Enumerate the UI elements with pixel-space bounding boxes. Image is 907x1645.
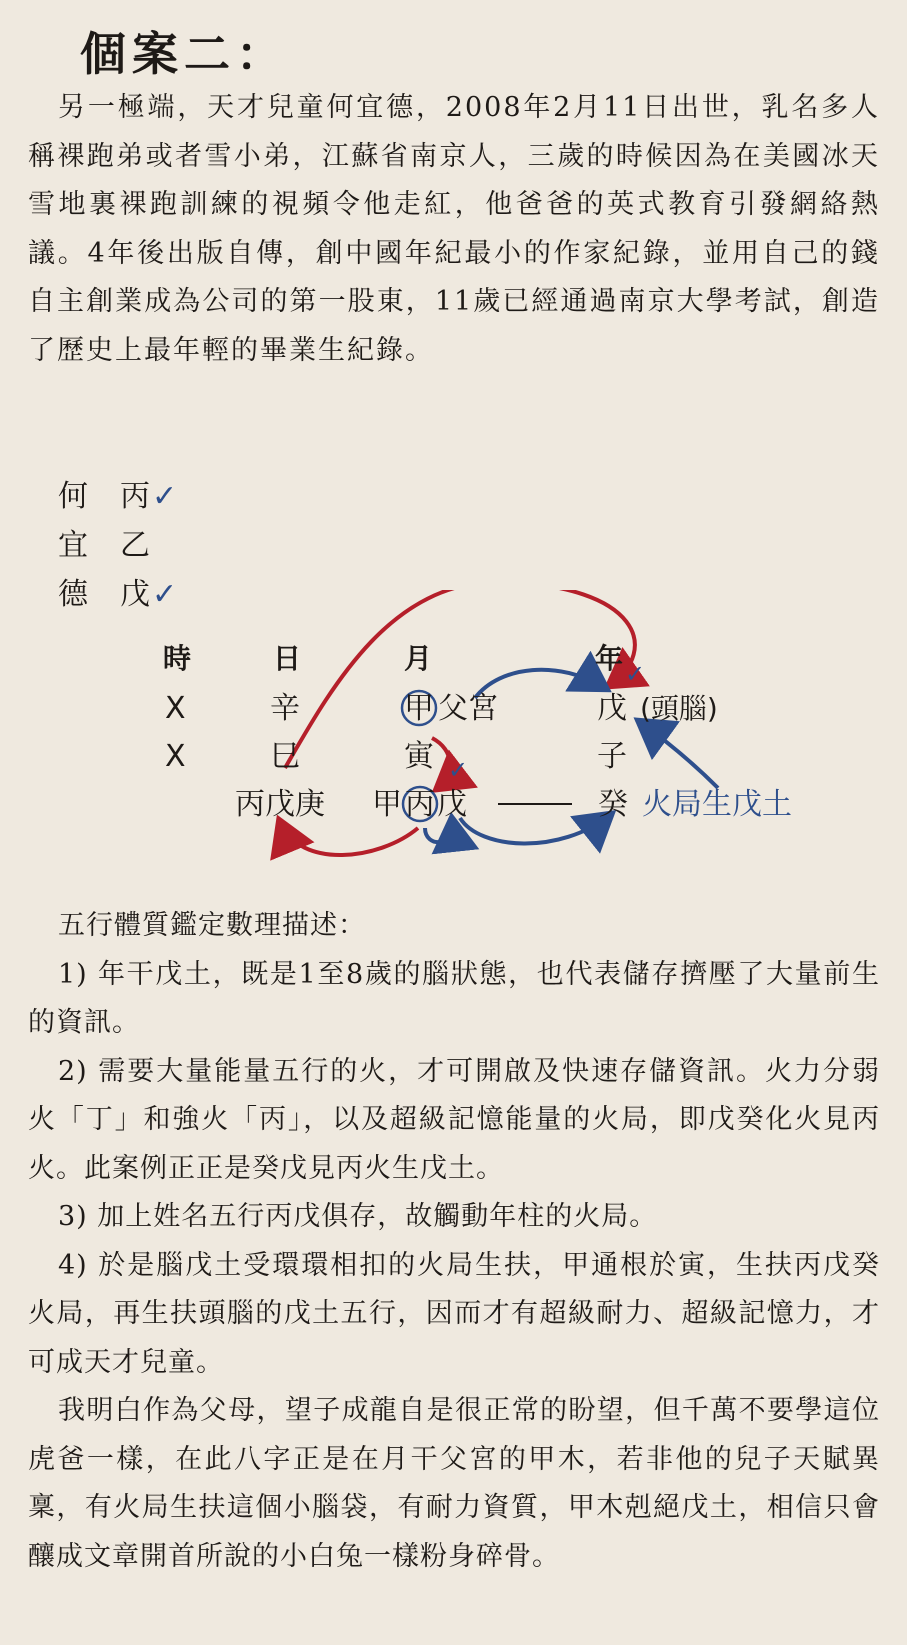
name-element: 乙 xyxy=(120,528,150,563)
cell: 戊 xyxy=(597,691,627,726)
cell: 甲 xyxy=(404,691,434,726)
cell: 戊 xyxy=(437,787,467,822)
name-char: 何 xyxy=(58,479,88,514)
header-day: 日 xyxy=(273,642,302,675)
cell: 癸 xyxy=(598,787,628,822)
blue-arrow-fire-to-wu xyxy=(640,722,718,788)
cell-father-palace: 父宮 xyxy=(438,691,498,726)
red-arc-fire-to-year xyxy=(285,590,635,768)
check-icon: ✓ xyxy=(448,756,469,784)
name-element: 戊✓ xyxy=(120,577,178,612)
name-element: 丙✓ xyxy=(120,479,178,514)
point-item: 2) 需要大量能量五行的火，才可開啟及快速存儲資訊。火力分弱火「丁」和強火「丙」，以及超級記憶能量的火局，即戊癸化火見丙火。此案例正正是癸戊見丙火生戊土。 xyxy=(28,1055,880,1184)
bazi-diagram xyxy=(0,590,907,890)
point-item: 1) 年干戊土，既是1至8歲的腦狀態，也代表儲存擠壓了大量前生的資訊。 xyxy=(28,958,880,1038)
intro-paragraph: 另一極端，天才兒童何宜德，2008年2月11日出世，乳名多人稱裸跑弟或者雪小弟，江蘇省南京人，三歲的時候因為在美國冰天雪地裏裸跑訓練的視頻令他走紅，他爸爸的英式教育引發網絡熱議。4年後出版自傳，創中國年紀最小的作家紀錄，並用自己的錢自主創業成為公司的第一股東，11歲已經通過南京大學考試，創造了歷史上最年輕的畢業生紀錄。 xyxy=(28,92,880,366)
check-icon: ✓ xyxy=(152,577,178,612)
check-icon: ✓ xyxy=(152,479,178,514)
analysis-section xyxy=(28,902,880,1581)
cell: 寅 xyxy=(404,739,434,774)
check-icon: ✓ xyxy=(625,660,646,688)
section-heading: 五行體質鑑定數理描述： xyxy=(58,910,366,941)
cell: 子 xyxy=(597,739,627,774)
blue-loop xyxy=(425,820,452,842)
point-item: 4) 於是腦戊土受環環相扣的火局生扶，甲通根於寅，生扶丙戊癸火局，再生扶頭腦的戊土五行，因而才有超級耐力、超級記憶力，才可成天才兒童。 xyxy=(28,1249,880,1378)
cell: X xyxy=(165,739,186,774)
blue-arrow-wu-gui xyxy=(460,815,610,844)
cell-head-note: (頭腦) xyxy=(640,692,718,725)
page-title: 個案二： xyxy=(80,27,288,81)
cell-bing-wu-geng: 丙戊庚 xyxy=(235,787,325,822)
header-year: 年 xyxy=(595,642,624,675)
header-hour: 時 xyxy=(163,642,192,675)
cell: 辛 xyxy=(270,691,300,726)
cell: 巳 xyxy=(270,739,300,774)
cell: 丙 xyxy=(405,787,435,822)
header-month: 月 xyxy=(404,642,433,675)
closing-paragraph: 我明白作為父母，望子成龍自是很正常的盼望，但千萬不要學這位虎爸一樣，在此八字正是在月干父宮的甲木，若非他的兒子天賦異稟，有火局生扶這個小腦袋，有耐力資質，甲木剋絕戊土，相信只會釀成文章開首所說的小白兔一樣粉身碎骨。 xyxy=(28,1395,880,1572)
point-item: 3) 加上姓名五行丙戊俱存，故觸動年柱的火局。 xyxy=(58,1201,658,1232)
name-row xyxy=(58,521,177,570)
fire-label: 火局生戊土 xyxy=(642,787,792,822)
name-char: 宜 xyxy=(58,528,88,563)
cell: 甲 xyxy=(372,787,402,822)
cell: X xyxy=(165,691,186,726)
red-arrow-bing xyxy=(280,822,418,855)
name-row xyxy=(58,472,177,521)
name-char: 德 xyxy=(58,577,88,612)
